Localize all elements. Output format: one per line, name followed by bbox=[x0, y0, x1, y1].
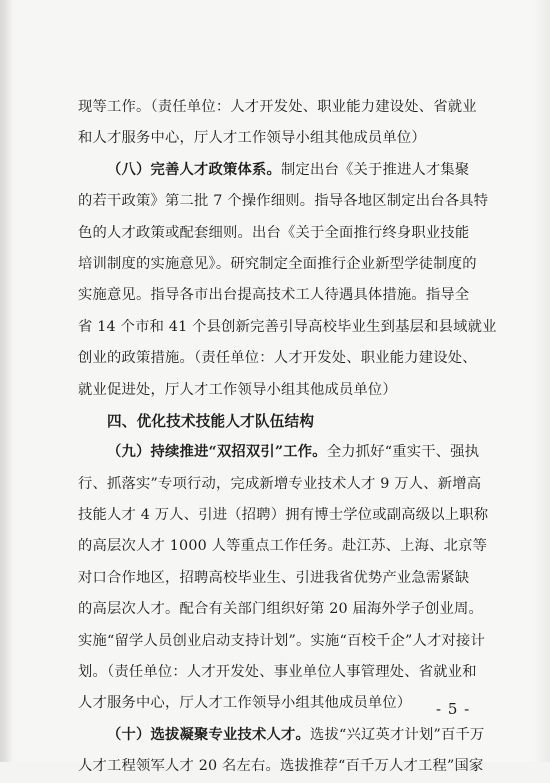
text-line bbox=[78, 594, 498, 625]
text-segment: 色的人才政策或配套细则。出台《关于全面推行终身职业技能 bbox=[78, 224, 470, 241]
text-line bbox=[78, 563, 498, 594]
text-line bbox=[78, 469, 498, 500]
text-segment: 全力抓好“重实干、强执 bbox=[326, 444, 480, 461]
text-line bbox=[78, 249, 498, 280]
section-heading bbox=[78, 406, 498, 437]
text-segment: 制定出台《关于推进人才集聚 bbox=[280, 161, 470, 178]
paragraph-lead: （十）选拔凝聚专业技术人才。 bbox=[107, 726, 310, 743]
text-segment: 技能人才 4 万人、引进（招聘）拥有博士学位或副高级以上职称 bbox=[78, 507, 489, 524]
text-line bbox=[78, 186, 498, 217]
paragraph-lead: （九）持续推进“双招双引”工作。 bbox=[107, 444, 327, 461]
text-line bbox=[78, 375, 498, 406]
text-line bbox=[78, 657, 498, 688]
text-line bbox=[78, 688, 498, 719]
text-segment: 培训制度的实施意见》。研究制定全面推行企业新型学徒制度的 bbox=[78, 255, 477, 272]
text-segment: 选拔“兴辽英才计划”百千万 bbox=[309, 726, 485, 743]
text-line bbox=[78, 218, 498, 249]
document-body bbox=[78, 92, 498, 783]
text-segment: 的高层次人才。配合有关部门组织好第 20 届海外学子创业周。 bbox=[78, 601, 483, 618]
text-line bbox=[78, 531, 498, 562]
text-segment: 现等工作。（责任单位：人才开发处、职业能力建设处、省就业 bbox=[78, 99, 477, 115]
text-segment: 行、抓落实”专项行动，完成新增专业技术人才 9 万人、新增高 bbox=[78, 475, 482, 492]
text-segment: 创业的政策措施。（责任单位：人才开发处、职业能力建设处、 bbox=[78, 350, 477, 367]
text-segment: 实施“留学人员创业启动支持计划”。实施“百校千企”人才对接计 bbox=[78, 632, 485, 649]
text-line bbox=[78, 312, 498, 343]
text-segment: 对口合作地区，招聘高校毕业生、引进我省优势产业急需紧缺 bbox=[78, 569, 470, 586]
text-line bbox=[78, 123, 498, 154]
text-segment: 人才工程领军人才 20 名左右。选拔推荐“百千万人才工程”国家 bbox=[78, 758, 484, 775]
text-line bbox=[78, 92, 498, 123]
text-line bbox=[78, 500, 498, 531]
text-segment: 的高层次人才 1000 人等重点工作任务。赴江苏、上海、北京等 bbox=[78, 538, 488, 555]
text-line bbox=[78, 343, 498, 374]
text-segment: 就业促进处，厅人才工作领导小组其他成员单位） bbox=[78, 381, 397, 398]
text-segment: 和人才服务中心，厅人才工作领导小组其他成员单位） bbox=[78, 130, 426, 147]
text-line bbox=[78, 155, 498, 186]
text-segment: 实施意见。指导各市出台提高技术工人待遇具体措施。指导全 bbox=[78, 287, 470, 304]
text-segment: 的若干政策》第二批 7 个操作细则。指导各地区制定出台各具特 bbox=[78, 193, 489, 210]
text-line bbox=[78, 751, 498, 782]
text-segment: 人才服务中心，厅人才工作领导小组其他成员单位） bbox=[78, 695, 412, 712]
text-line bbox=[78, 437, 498, 468]
text-line bbox=[78, 280, 498, 311]
text-segment: 四、优化技术技能人才队伍结构 bbox=[107, 412, 315, 430]
page-number: - 5 - bbox=[436, 700, 471, 718]
page-edge-shadow bbox=[0, 0, 12, 762]
text-segment: 划。（责任单位：人才开发处、事业单位人事管理处、省就业和 bbox=[78, 664, 477, 681]
text-line bbox=[78, 626, 498, 657]
text-line bbox=[78, 720, 498, 751]
paragraph-lead: （八）完善人才政策体系。 bbox=[107, 161, 281, 178]
text-segment: 省 14 个市和 41 个县创新完善引导高校毕业生到基层和县域就业 bbox=[78, 318, 497, 335]
